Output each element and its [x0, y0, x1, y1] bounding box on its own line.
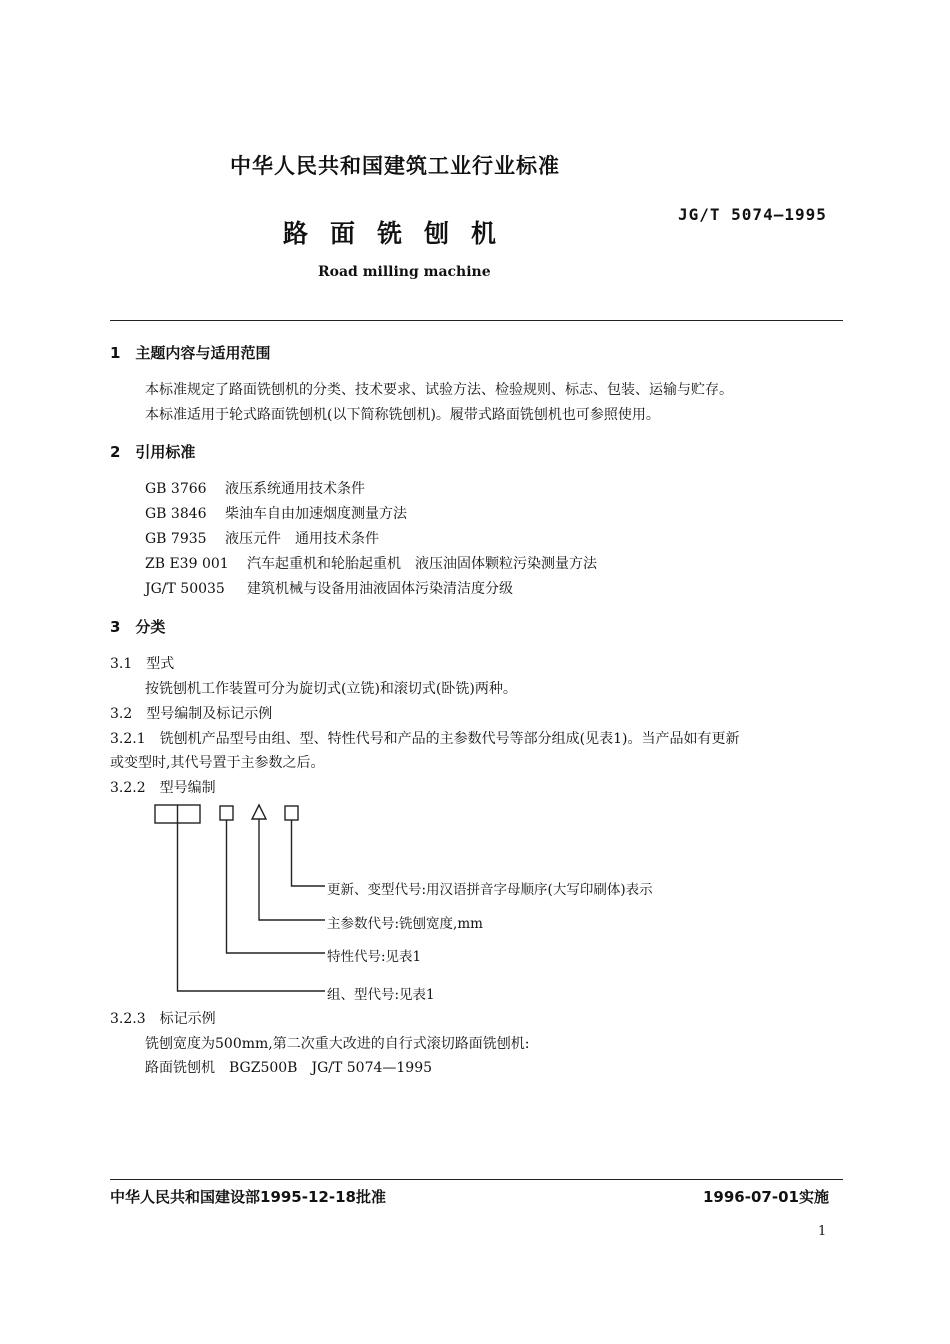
model-code-diagram — [140, 800, 560, 1005]
group-type-leader-line — [178, 823, 326, 991]
section-2-heading: 2 引用标准 — [110, 443, 196, 461]
reference-title: 柴油车自由加速烟度测量方法 — [225, 506, 407, 522]
reference-title: 汽车起重机和轮胎起重机 液压油固体颗粒污染测量方法 — [247, 556, 597, 572]
page-number: 1 — [818, 1224, 827, 1239]
reference-item — [145, 503, 407, 523]
document-title: 路面铣刨机 — [283, 219, 519, 248]
main-parameter-triangle — [252, 805, 266, 819]
update-box — [285, 806, 298, 820]
example-line-1: 铣刨宽度为500mm,第二次重大改进的自行式滚切路面铣刨机: — [145, 1036, 530, 1052]
reference-code: JG/T 50035 — [145, 581, 225, 597]
reference-title: 建筑机械与设备用油液固体污染清洁度分级 — [247, 581, 513, 597]
group-type-code-label: 组、型代号:见表1 — [327, 987, 435, 1003]
reference-code: GB 3846 — [145, 506, 207, 522]
update-leader-line — [292, 820, 326, 886]
section-3-2-2-heading: 3.2.2 型号编制 — [110, 780, 216, 796]
section-3-1-text: 按铣刨机工作装置可分为旋切式(立铣)和滚切式(卧铣)两种。 — [145, 681, 517, 697]
reference-item — [145, 478, 365, 498]
update-code-label: 更新、变型代号:用汉语拼音字母顺序(大写印刷体)表示 — [327, 882, 653, 898]
section-3-2-1-line-2: 或变型时,其代号置于主参数之后。 — [110, 755, 325, 771]
reference-item — [145, 528, 379, 548]
section-3-2-3-heading: 3.2.3 标记示例 — [110, 1011, 216, 1027]
reference-item — [145, 553, 597, 573]
document-title-english: Road milling machine — [318, 264, 491, 280]
section-3-2-heading: 3.2 型号编制及标记示例 — [110, 706, 273, 722]
standard-code: JG/T 5074—1995 — [678, 205, 827, 224]
characteristic-code-label: 特性代号:见表1 — [327, 949, 422, 965]
reference-title: 液压元件 通用技术条件 — [225, 531, 379, 547]
reference-item — [145, 578, 513, 598]
section-3-heading: 3 分类 — [110, 618, 166, 636]
reference-code: GB 3766 — [145, 481, 207, 497]
section-1-paragraph-1: 本标准规定了路面铣刨机的分类、技术要求、试验方法、检验规则、标志、包装、运输与贮存。 — [145, 382, 733, 398]
effective-date: 1996-07-01实施 — [703, 1188, 829, 1206]
reference-code: ZB E39 001 — [145, 556, 229, 572]
characteristic-box — [220, 806, 233, 820]
reference-title: 液压系统通用技术条件 — [225, 481, 365, 497]
approval-note: 中华人民共和国建设部1995-12-18批准 — [110, 1188, 386, 1206]
section-3-2-1-line-1: 3.2.1 铣刨机产品型号由组、型、特性代号和产品的主参数代号等部分组成(见表1)。当产品如有更新 — [110, 731, 740, 747]
standard-title: 中华人民共和国建筑工业行业标准 — [230, 154, 560, 178]
section-3-1-heading: 3.1 型式 — [110, 656, 175, 672]
header-divider — [110, 320, 843, 321]
footer-divider — [110, 1179, 843, 1180]
main-parameter-label: 主参数代号:铣刨宽度,mm — [327, 916, 483, 932]
section-1-heading: 1 主题内容与适用范围 — [110, 344, 271, 362]
example-line-2: 路面铣刨机 BGZ500B JG/T 5074—1995 — [145, 1060, 433, 1076]
reference-code: GB 7935 — [145, 531, 207, 547]
section-1-paragraph-2: 本标准适用于轮式路面铣刨机(以下简称铣刨机)。履带式路面铣刨机也可参照使用。 — [145, 407, 660, 423]
